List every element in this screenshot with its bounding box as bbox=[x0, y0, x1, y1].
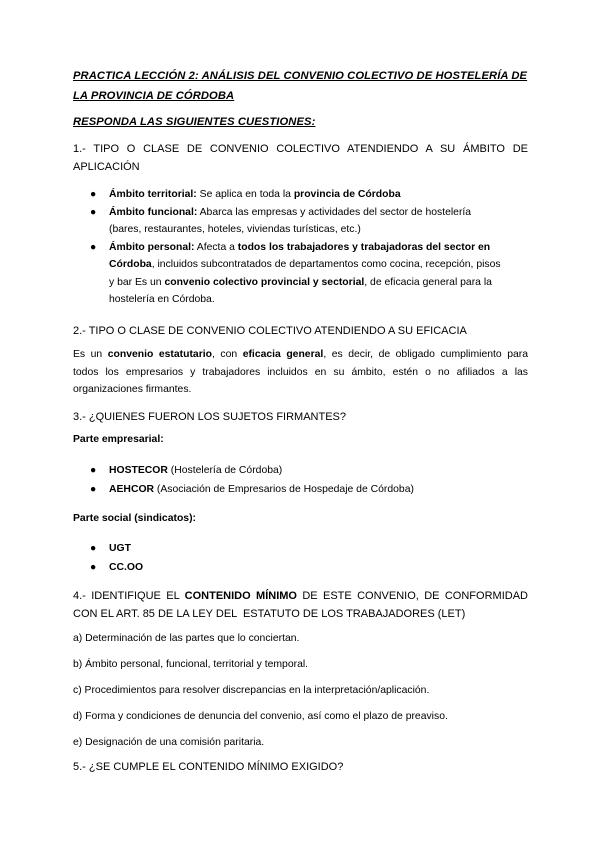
list-item: ● HOSTECOR (Hostelería de Córdoba) bbox=[73, 462, 528, 481]
bullet-icon: ● bbox=[90, 561, 97, 573]
question-1-line2: APLICACIÓN bbox=[73, 161, 140, 173]
bullet-icon: ● bbox=[90, 206, 97, 218]
bullet-icon: ● bbox=[90, 465, 97, 476]
minimum-content-item-d: d) Forma y condiciones de denuncia del convenio, así como el plazo de preaviso. bbox=[73, 711, 448, 722]
bullet-icon: ● bbox=[90, 189, 97, 200]
instructions-heading: RESPONDA LAS SIGUIENTES CUESTIONES: bbox=[73, 116, 316, 128]
question-4-heading: 4.- IDENTIFIQUE EL CONTENIDO MÍNIMO DE ESTE CONVENIO, DE CONFORMIDAD CON EL ART. 85 DE LA LEY DEL ESTATUTO DE LOS TRABAJADORES (LET) bbox=[73, 590, 528, 620]
list-item: ● AEHCOR (Asociación de Empresarios de Hospedaje de Córdoba) bbox=[73, 481, 528, 500]
document-title-line2: LA PROVINCIA DE CÓRDOBA bbox=[73, 90, 235, 102]
minimum-content-item-c: c) Procedimientos para resolver discrepancias en la interpretación/aplicación. bbox=[73, 685, 430, 696]
social-party-label: Parte social (sindicatos): bbox=[73, 513, 196, 524]
question-2-paragraph: Es un convenio estatutario, con eficacia general, es decir, de obligado cumplimiento para todos los empresarios y trabajadores incluidos en su ámbito, estén o no afiliados a las organizaciones firmantes. bbox=[73, 349, 528, 395]
bullet-icon: ● bbox=[90, 543, 97, 554]
question-2-heading: 2.- TIPO O CLASE DE CONVENIO COLECTIVO ATENDIENDO A SU EFICACIA bbox=[73, 325, 467, 337]
document-title-line1: PRACTICA LECCIÓN 2: ANÁLISIS DEL CONVENIO COLECTIVO DE HOSTELERÍA DE bbox=[73, 70, 528, 82]
employer-party-list bbox=[73, 462, 528, 499]
question-1-line1: 1.- TIPO O CLASE DE CONVENIO COLECTIVO ATENDIENDO A SU ÁMBITO DE bbox=[73, 143, 528, 155]
list-item: ● Ámbito funcional: Abarca las empresas y actividades del sector de hostelería (bares, restaurantes, hoteles, viviendas turísticas, etc.) bbox=[73, 204, 528, 239]
list-item: ● Ámbito personal: Afecta a todos los trabajadores y trabajadoras del sector en Córdoba, incluidos subcontratados de departamentos como cocina, recepción, pisos y bar Es un convenio colectivo provincial y sectorial, de eficacia general para la hostelería en Córdoba. bbox=[73, 239, 528, 309]
list-item: ● UGT bbox=[73, 540, 528, 559]
employer-party-label: Parte empresarial: bbox=[73, 434, 164, 445]
question-3-heading: 3.- ¿QUIENES FUERON LOS SUJETOS FIRMANTES? bbox=[73, 411, 347, 423]
minimum-content-item-b: b) Ámbito personal, funcional, territorial y temporal. bbox=[73, 659, 309, 670]
question-5-heading: 5.- ¿SE CUMPLE EL CONTENIDO MÍNIMO EXIGIDO? bbox=[73, 761, 344, 773]
scope-list bbox=[73, 186, 528, 309]
bullet-icon: ● bbox=[90, 483, 97, 495]
social-party-list bbox=[73, 540, 528, 577]
minimum-content-item-a: a) Determinación de las partes que lo conciertan. bbox=[73, 633, 300, 644]
minimum-content-item-e: e) Designación de una comisión paritaria. bbox=[73, 737, 265, 748]
bullet-icon: ● bbox=[90, 241, 97, 253]
question-1-heading bbox=[73, 140, 528, 176]
list-item: ● Ámbito territorial: Se aplica en toda la provincia de Córdoba bbox=[73, 186, 528, 204]
list-item: ● CC.OO bbox=[73, 559, 528, 578]
